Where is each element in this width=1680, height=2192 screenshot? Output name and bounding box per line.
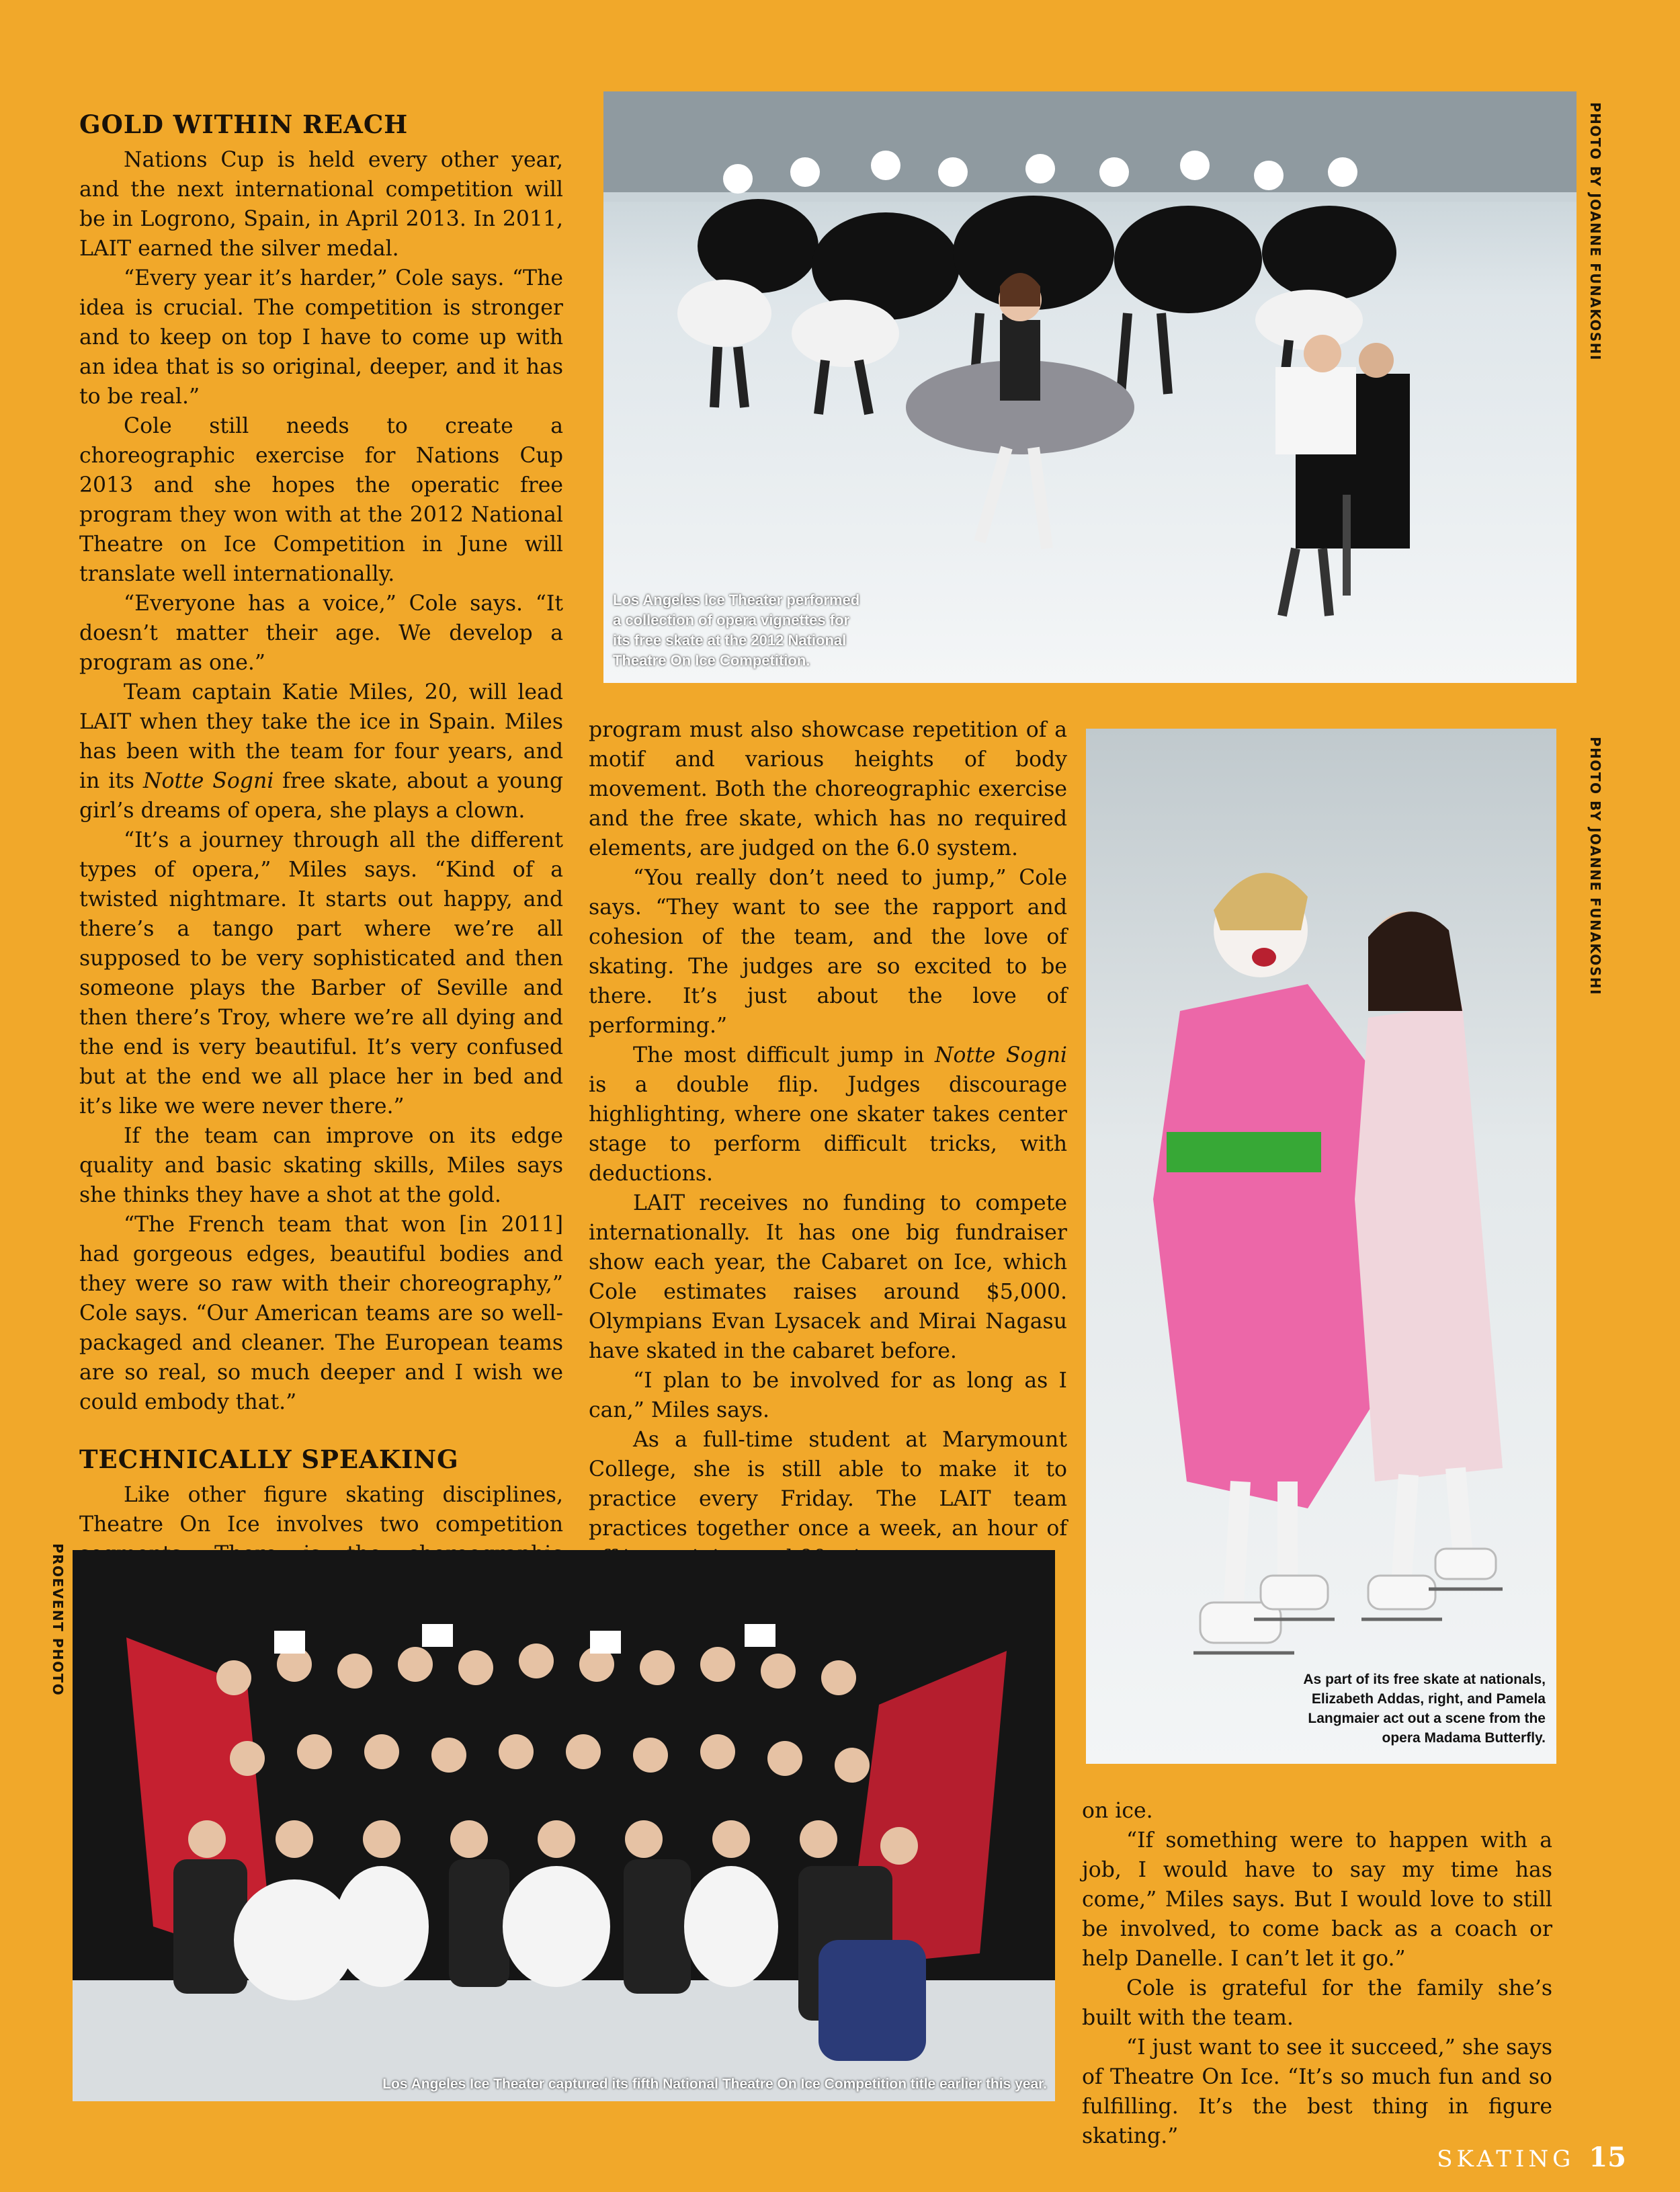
paragraph: LAIT receives no funding to compete internationally. It has one big fundraiser show each year, the Cabaret on Ice, which Cole estimates raises around $5,000. Olympians Evan Lysacek and Mirai Nagasu have skated in the cabaret before. — [589, 1191, 1067, 1363]
paragraph: “Everyone has a voice,” Cole says. “It doesn’t matter their age. We develop a program as one.” — [79, 592, 563, 675]
caption-top-photo: Los Angeles Ice Theater performed a collection of opera vignettes for its free skate at the 2012 National Theatre On Ice Competition. — [613, 592, 860, 669]
paragraph: Cole is grateful for the family she’s built with the team. — [1082, 1976, 1552, 2030]
magazine-name: SKATING — [1437, 2146, 1575, 2173]
photo-credit-top: PHOTO BY JOANNE FUNAKOSHI — [1587, 102, 1603, 361]
paragraph: The most difficult jump in Notte Sogni is a double flip. Judges discourage highlighting, where one skater takes center stage to perform difficult tricks, with deductions. — [589, 1043, 1067, 1186]
paragraph: Cole still needs to create a choreographic exercise for Nations Cup 2013 and she hopes the operatic free program they won with at the 2012 National Theatre on Ice Competition in June will translate well internationally. — [79, 414, 563, 586]
paragraph: Like other figure skating disciplines, Theatre On Ice involves two competition — [79, 1483, 563, 1537]
middle-column — [589, 715, 1067, 1573]
page-number: 15 — [1589, 2142, 1626, 2173]
paragraph: “The French team that won [in 2011] had gorgeous edges, beautiful bodies and they were so raw with their choreography,” Cole says. “Our American teams are so well-packaged and cleaner. The European teams are so real, so much deeper and I wish we could embody that.” — [79, 1213, 563, 1414]
photo-opera-vignettes — [603, 91, 1577, 683]
page-footer — [1437, 2142, 1626, 2173]
left-column — [79, 108, 563, 1687]
paragraph: “You really don’t need to jump,” Cole says. “They want to see the rapport and cohesion of the team, and the love of skating. The judges are so excited to be there. It’s just about the love of performing.” — [589, 866, 1067, 1038]
paragraph: “If something were to happen with a job, I would have to say my time has come,” Miles says. But I would love to still be involved, to come back as a coach or help Danelle. I can’t let it go.” — [1082, 1828, 1552, 1971]
paragraph: “I plan to be involved for as long as I can,” Miles says. — [589, 1369, 1067, 1422]
photo-credit-right: PHOTO BY JOANNE FUNAKOSHI — [1587, 737, 1603, 996]
photo-madama-butterfly — [1086, 729, 1556, 1764]
photo-credit-bottom: PROEVENT PHOTO — [50, 1543, 66, 1697]
photo-team-group — [73, 1550, 1055, 2101]
paragraph: As a full-time student at Marymount College, she is still able to make it to practice every Friday. The LAIT team practices together once a week, an hour of — [589, 1428, 1067, 1541]
section-heading-gold: GOLD WITHIN REACH — [79, 110, 409, 139]
paragraph: program must also showcase repetition of a motif and various heights of body movement. Both the choreographic exercise and the free skate, which has no required elements, are judged on the 6.0 system. — [589, 718, 1067, 860]
paragraph: Team captain Katie Miles, 20, will lead LAIT when they take the ice in Spain. Miles has been with the team for four years, and in its Notte Sogni free skate, about a young girl’s dreams of opera, she plays a clown. — [79, 680, 563, 823]
right-column — [1082, 1796, 1552, 2151]
section-heading-technical: TECHNICALLY SPEAKING — [79, 1445, 459, 1474]
paragraph: “I just want to see it succeed,” she says of Theatre On Ice. “It’s so much fun and so fulfilling. It’s the best thing in figure skating.” — [1082, 2035, 1552, 2148]
paragraph: If the team can improve on its edge quality and basic skating skills, Miles says she thinks they have a shot at the gold. — [79, 1124, 563, 1207]
caption-bottom-photo: Los Angeles Ice Theater captured its fifth National Theatre On Ice Competition title earlier this year. — [382, 2076, 1047, 2092]
photo-illustration — [1086, 729, 1556, 1764]
paragraph: on ice. — [1082, 1799, 1153, 1823]
paragraph: “It’s a journey through all the different types of opera,” Miles says. “Kind of a twisted nightmare. It starts out happy, and there’s a tango part where we’re all supposed to be very sophisticated and then someone plays the Barber of Seville and then there’s Troy, where we’re all dying and the end is very beautiful. It’s very confused but at the end we all place her in bed and it’s like we were never there.” — [79, 828, 563, 1119]
paragraph: “Every year it’s harder,” Cole says. “The idea is crucial. The competition is stronger and to keep on top I have to come up with an idea that is so original, deeper, and it has to be real.” — [79, 266, 563, 409]
paragraph: Nations Cup is held every other year, and the next international competition will be in Logrono, Spain, in April 2013. In 2011, LAIT earned the silver medal. — [79, 148, 563, 261]
caption-right-photo: As part of its free skate at nationals, Elizabeth Addas, right, and Pamela Langmaier act out a scene from the opera Madama Butterfly. — [1303, 1672, 1546, 1746]
photo-illustration — [73, 1550, 1055, 2101]
